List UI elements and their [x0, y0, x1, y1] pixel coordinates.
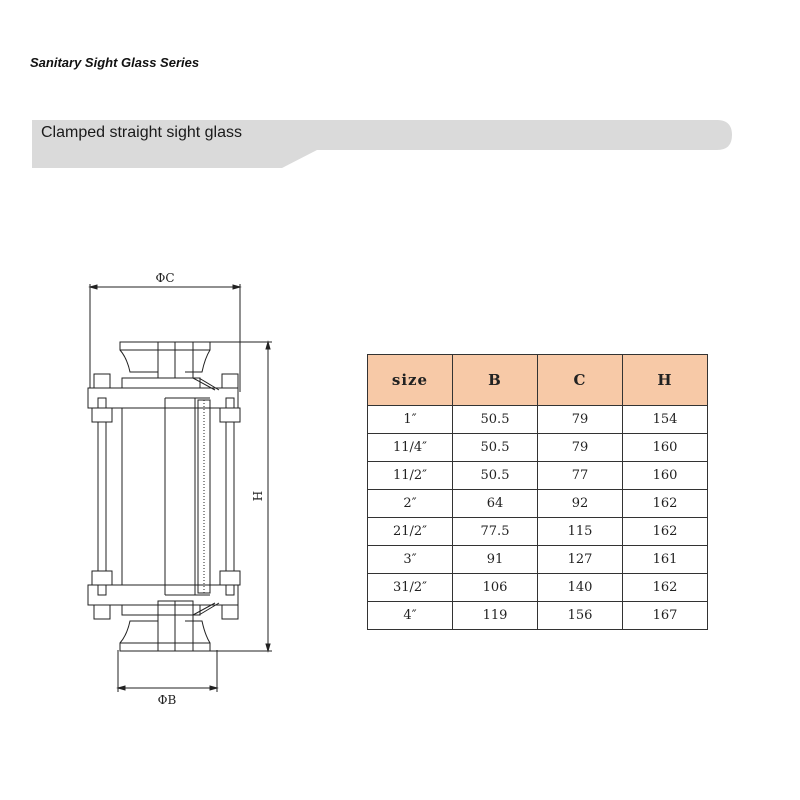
cell-b: 50.5 [453, 462, 538, 490]
section-title: Clamped straight sight glass [41, 124, 242, 141]
cell-b: 91 [453, 546, 538, 574]
cell-h: 162 [623, 490, 708, 518]
cell-b: 64 [453, 490, 538, 518]
col-header-c: C [538, 355, 623, 406]
cell-b: 106 [453, 574, 538, 602]
cell-c: 79 [538, 406, 623, 434]
cell-size: 2″ [368, 490, 453, 518]
table-row [368, 546, 708, 574]
col-header-size: size [368, 355, 453, 406]
col-header-b: B [453, 355, 538, 406]
table-row [368, 518, 708, 546]
dim-b-label: ΦB [157, 693, 177, 707]
cell-size: 11/4″ [368, 434, 453, 462]
cell-c: 79 [538, 434, 623, 462]
cell-b: 50.5 [453, 406, 538, 434]
dim-h-label: H [251, 490, 265, 502]
cell-c: 77 [538, 462, 623, 490]
table-row [368, 574, 708, 602]
table-row [368, 490, 708, 518]
cell-h: 162 [623, 518, 708, 546]
cell-size: 31/2″ [368, 574, 453, 602]
cell-h: 160 [623, 462, 708, 490]
series-title: Sanitary Sight Glass Series [30, 55, 200, 70]
table-row [368, 406, 708, 434]
cell-size: 1″ [368, 406, 453, 434]
spec-table [367, 354, 708, 630]
cell-b: 77.5 [453, 518, 538, 546]
cell-c: 156 [538, 602, 623, 630]
cell-b: 50.5 [453, 434, 538, 462]
cell-b: 119 [453, 602, 538, 630]
cell-size: 3″ [368, 546, 453, 574]
cell-size: 4″ [368, 602, 453, 630]
cell-c: 127 [538, 546, 623, 574]
table-row [368, 434, 708, 462]
cell-h: 160 [623, 434, 708, 462]
cell-size: 21/2″ [368, 518, 453, 546]
dim-c-label: ΦC [155, 271, 175, 285]
cell-h: 161 [623, 546, 708, 574]
col-header-h: H [623, 355, 708, 406]
table-row [368, 602, 708, 630]
cell-h: 154 [623, 406, 708, 434]
cell-size: 11/2″ [368, 462, 453, 490]
cell-c: 140 [538, 574, 623, 602]
table-row [368, 462, 708, 490]
table-header-row [368, 355, 708, 406]
cell-c: 92 [538, 490, 623, 518]
cell-h: 167 [623, 602, 708, 630]
cell-c: 115 [538, 518, 623, 546]
cell-h: 162 [623, 574, 708, 602]
